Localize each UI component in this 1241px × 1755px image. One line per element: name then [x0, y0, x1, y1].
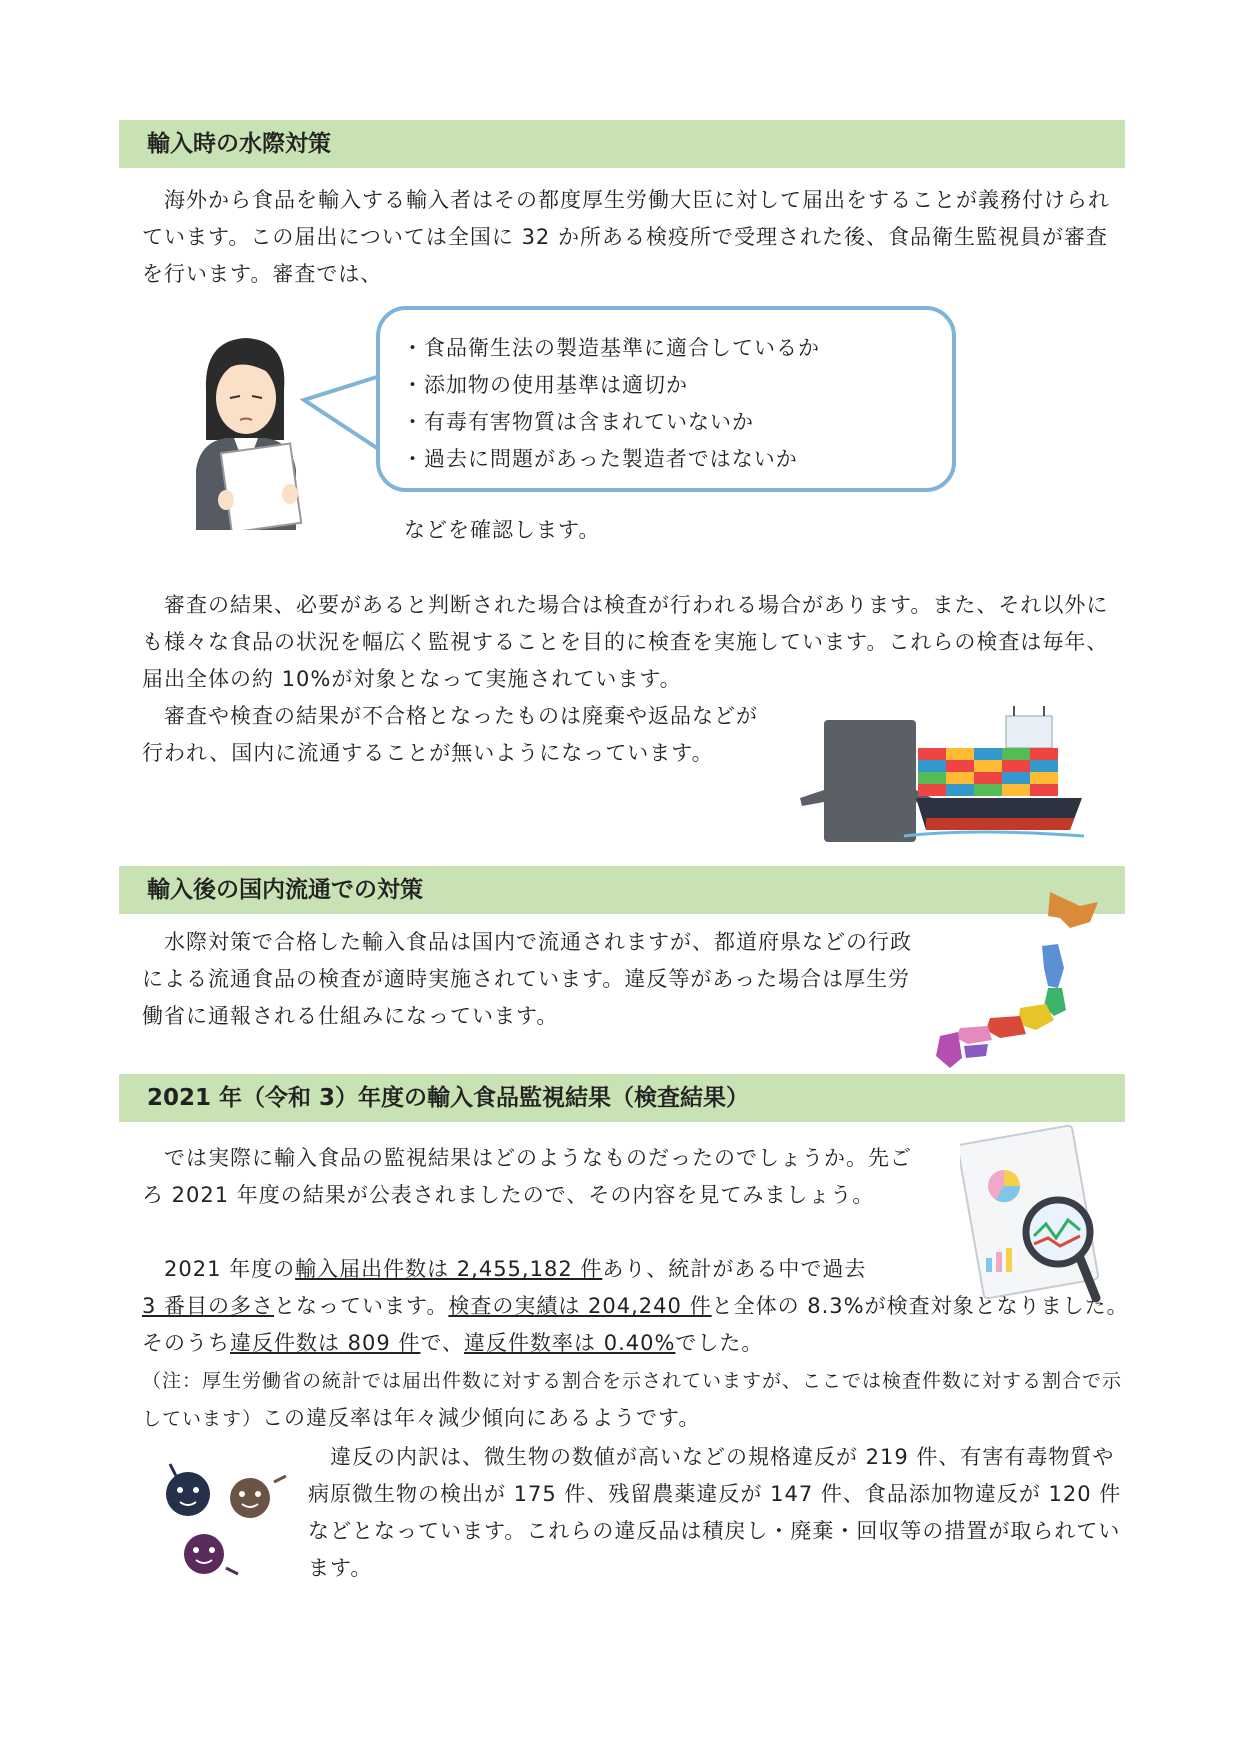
- japan-map-icon: [930, 888, 1102, 1068]
- domestic-paragraph: 水際対策で合格した輸入食品は国内で流通されますが、都道府県などの行政による流通食品の検査が適時実施されています。違反等があった場合は厚生労働省に通報される仕組みになっています。: [142, 930, 912, 1028]
- checklist-item: ・ 有毒有害物質は含まれていないか: [424, 404, 952, 441]
- rank-text: 3 番目の多さ: [142, 1294, 275, 1318]
- statistics-note: （注：厚生労働省の統計では届出件数に対する割合を示されていますが、ここでは検査件数に対する割合で示しています）: [142, 1370, 1123, 1430]
- violation-breakdown-paragraph: 違反の内訳は、微生物の数値が高いなどの規格違反が 219 件、有害有毒物質や病原微生物の検出が 175 件、残留農薬違反が 147 件、食品添加物違反が 120 件などとなっています。これらの違反品は積戻し・廃棄・回収等の措置が取られています。: [308, 1445, 1122, 1580]
- rejection-paragraph: 審査や検査の結果が不合格となったものは廃棄や返品などが行われ、国内に流通することが無いようになっています。: [142, 704, 758, 765]
- checklist-bubble: [376, 306, 956, 492]
- inspection-count: 検査の実績は 204,240 件: [448, 1294, 712, 1318]
- results-stats-paragraph: 2021 年度の輸入届出件数は 2,455,182 件あり、統計がある中で過去 3 番目の多さとなっています。検査の実績は 204,240 件と全体の 8.3%が検査対象となりました。そのうち違反件数は 809 件で、違反件数率は 0.40%でした。 （注：厚生労働省の統計では届出件数に対する割合を示されていますが、ここでは検査件数に対する割合で示しています）この違反率は年々減少傾向にあるようです。: [142, 1257, 1129, 1430]
- results-intro-paragraph: では実際に輸入食品の監視結果はどのようなものだったのでしょうか。先ごろ 2021 年度の結果が公表されましたので、その内容を見てみましょう。: [142, 1146, 912, 1207]
- section-heading-domestic-measures: 輸入後の国内流通での対策: [119, 866, 1125, 914]
- inspector-woman-icon: [186, 330, 306, 530]
- germs-icon: [156, 1458, 290, 1584]
- violation-rate: 違反件数率は 0.40%: [464, 1331, 676, 1355]
- checklist-item: ・ 添加物の使用基準は適切か: [424, 367, 952, 404]
- checklist: [380, 310, 952, 478]
- speech-bubble-tail: [300, 370, 384, 460]
- container-ship-icon: [794, 706, 1094, 846]
- section-heading-border-measures: 輸入時の水際対策: [119, 120, 1125, 168]
- filing-count: 輸入届出件数は 2,455,182 件: [295, 1257, 603, 1281]
- checklist-item: ・ 過去に問題があった製造者ではないか: [424, 441, 952, 478]
- inspection-paragraph: 審査の結果、必要があると判断された場合は検査が行われる場合があります。また、それ以外にも様々な食品の状況を幅広く監視することを目的に検査を実施しています。これらの検査は毎年、届出全体の約 10%が対象となって実施されています。: [142, 593, 1109, 691]
- intro-paragraph: 海外から食品を輸入する輸入者はその都度厚生労働大臣に対して届出をすることが義務付けられています。この届出については全国に 32 か所ある検疫所で受理された後、食品衛生監視員が審査を行います。審査では、: [142, 188, 1110, 286]
- report-magnifier-icon: [960, 1120, 1110, 1320]
- confirm-text: などを確認します。: [404, 518, 601, 542]
- section-heading-results: 2021 年（令和 3）年度の輸入食品監視結果（検査結果）: [119, 1074, 1125, 1122]
- checklist-item: ・ 食品衛生法の製造基準に適合しているか: [424, 330, 952, 367]
- violation-count: 違反件数は 809 件: [230, 1331, 421, 1355]
